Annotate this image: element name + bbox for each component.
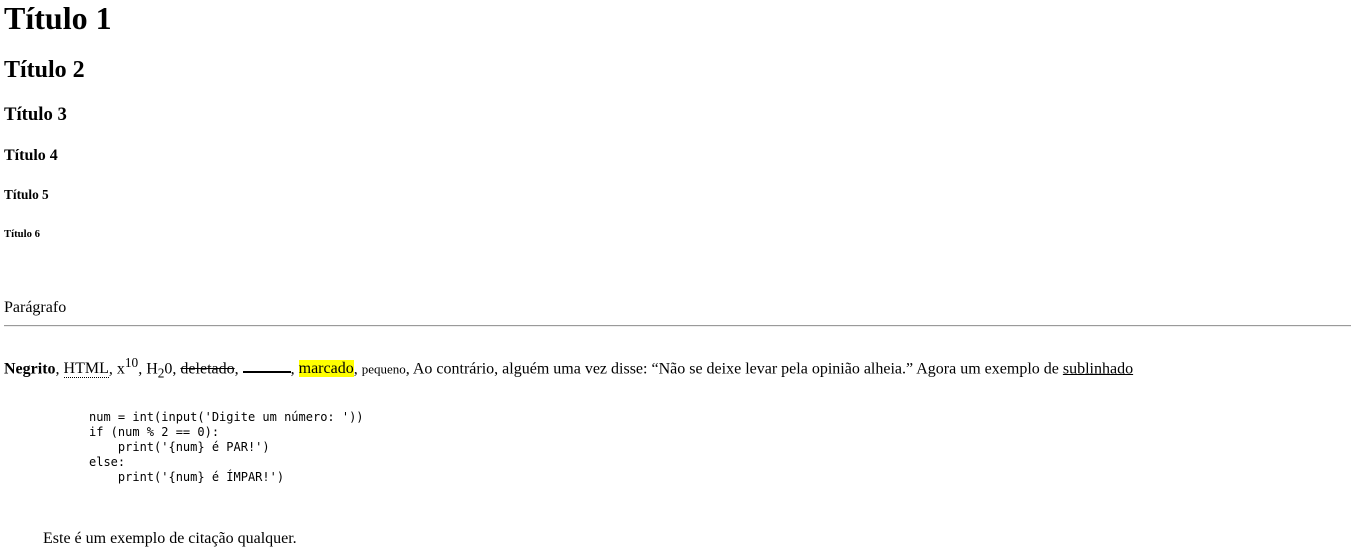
separator: , <box>55 360 64 378</box>
small-text: pequeno <box>361 361 406 377</box>
separator: , <box>353 360 362 378</box>
subscript: 2 <box>157 365 165 381</box>
separator: , x <box>108 360 125 378</box>
heading-2: Título 2 <box>4 57 85 83</box>
separator: , <box>290 360 299 378</box>
horizontal-rule <box>4 325 1351 327</box>
abbreviation: HTML <box>63 360 109 378</box>
code-block: num = int(input('Digite um número: ')) if (num % 2 == 0): print('{num} é PAR!') else: print('{num} é ÍMPAR!') <box>89 410 364 484</box>
heading-1: Título 1 <box>4 0 112 36</box>
inline-quote: “Não se deixe levar pela opinião alheia.” <box>651 360 914 378</box>
blockquote: Este é um exemplo de citação qualquer. <box>43 530 297 547</box>
heading-6: Título 6 <box>4 228 40 240</box>
separator: , <box>234 360 243 378</box>
bold-text: Negrito <box>4 360 56 378</box>
separator: , H <box>138 360 158 378</box>
inline-formatting-line <box>4 352 1133 385</box>
underlined-text: sublinhado <box>1062 360 1134 378</box>
heading-4: Título 4 <box>4 147 58 164</box>
heading-5: Título 5 <box>4 187 49 202</box>
superscript: 10 <box>124 355 139 370</box>
marked-text: marcado <box>298 360 354 378</box>
heading-3: Título 3 <box>4 104 67 125</box>
blank-line <box>243 357 291 373</box>
text-run: , Ao contrário, alguém uma vez disse: <box>405 360 652 378</box>
separator: 0, <box>164 360 181 378</box>
text-run: Agora um exemplo de <box>913 360 1063 378</box>
paragraph: Parágrafo <box>4 299 67 316</box>
deleted-text: deletado <box>180 360 235 378</box>
